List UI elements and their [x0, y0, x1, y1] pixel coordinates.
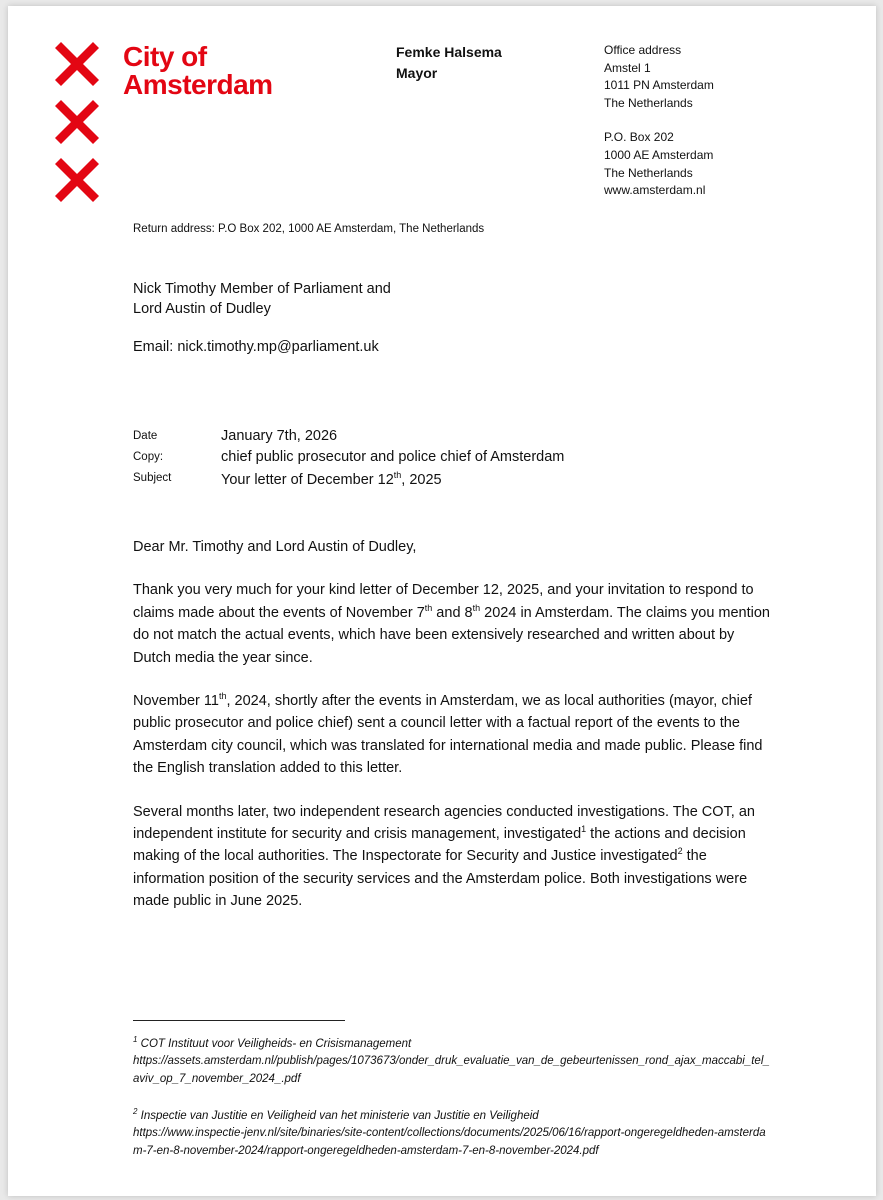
office-street: Amstel 1	[604, 60, 651, 75]
logo-line-amsterdam: Amsterdam	[123, 69, 273, 100]
paragraph-3-text-c: the information position of the security services and the Amsterdam police. Both investigations were made public in June 2025.	[133, 848, 748, 910]
office-country: The Netherlands	[604, 95, 693, 110]
ordinal-sup: th	[424, 602, 433, 613]
paragraph-2-text-b: , 2024, shortly after the events in Amsterdam, we as local authorities (mayor, chief public prosecutor and police chief) sent a council letter with a factual report of the events to the Amsterdam city council, which was translated for international media and made public. Please find the English translation added to this letter.	[133, 693, 763, 777]
copy-value: chief public prosecutor and police chief of Amsterdam	[221, 449, 565, 465]
sender-name: Femke Halsema	[396, 44, 502, 60]
paragraph-2-text-a: November 11	[133, 693, 219, 710]
subject-label: Subject	[133, 472, 172, 484]
paragraph-2	[133, 690, 773, 780]
ordinal-sup: th	[218, 691, 227, 702]
sender-title: Mayor	[396, 65, 438, 81]
letter-page	[8, 6, 876, 1196]
paragraph-1-text-a: Thank you very much for your kind letter of December 12, 2025, and your invitation to respond to claims made about the events of November 7	[133, 582, 754, 621]
logo-line-city-of: City of	[123, 41, 207, 72]
office-heading: Office address	[604, 43, 682, 57]
paragraph-3	[133, 801, 773, 913]
date-value: January 7th, 2026	[221, 428, 338, 444]
footnote-2-number: 2	[133, 1107, 138, 1117]
office-postcode-city: 1011 PN Amsterdam	[604, 78, 714, 93]
footnote-1-number: 1	[133, 1035, 138, 1044]
footnote-divider	[133, 1020, 345, 1021]
addressee-line-1: Nick Timothy Member of Parliament and	[133, 281, 391, 297]
saint-andrew-cross-icon	[53, 40, 101, 88]
return-address: Return address: P.O Box 202, 1000 AE Amsterdam, The Netherlands	[133, 223, 485, 235]
addressee-block	[133, 279, 391, 357]
addressee-line-2: Lord Austin of Dudley	[133, 301, 271, 317]
paragraph-1	[133, 579, 773, 669]
copy-label: Copy:	[133, 451, 164, 463]
subject-ordinal: th	[393, 470, 402, 480]
sender-block	[396, 42, 502, 84]
footnote-1-url[interactable]: https://assets.amsterdam.nl/publish/pages/1073673/onder_druk_evaluatie_van_de_gebeurtenissen_rond_ajax_maccabi_tel_aviv_op_7_november_2024_.pdf	[133, 1055, 770, 1085]
subject-value	[221, 470, 442, 488]
footnote-ref-2[interactable]: 2	[677, 846, 683, 857]
ordinal-sup: th	[472, 602, 481, 613]
paragraph-1-text-c: 2024 in Amsterdam. The claims you mention do not match the actual events, which have been extensively researched and written about by Dutch media the year since.	[133, 604, 770, 666]
logo-wordmark	[123, 43, 273, 99]
footnote-2	[133, 1103, 773, 1160]
website-link[interactable]: www.amsterdam.nl	[604, 183, 706, 198]
saint-andrew-cross-icon	[53, 98, 101, 146]
footnote-2-title: Inspectie van Justitie en Veiligheid van het ministerie van Justitie en Veiligheid	[137, 1109, 539, 1122]
city-of-amsterdam-logo	[53, 40, 313, 210]
subject-year: , 2025	[401, 471, 442, 488]
date-label: Date	[133, 430, 158, 442]
footnotes	[133, 1031, 773, 1175]
po-postcode-city: 1000 AE Amsterdam	[604, 147, 714, 162]
paragraph-1-text-b: and 8	[432, 604, 473, 621]
addressee-email: Email: nick.timothy.mp@parliament.uk	[133, 339, 379, 355]
paragraph-3-text-a: Several months later, two independent research agencies conducted investigations. The COT, an independent institute for security and crisis management, investigated	[133, 803, 755, 843]
po-country: The Netherlands	[604, 165, 693, 180]
subject-text: Your letter of December 12	[221, 471, 394, 488]
footnote-2-url[interactable]: https://www.inspectie-jenv.nl/site/binaries/site-content/collections/documents/2025/06/16/rapport-ongeregeldheden-amsterdam-7-en-8-november-2024/rapport-ongeregeldheden-amsterdam-7-en-8-november-2024.pdf	[133, 1127, 766, 1157]
letter-body	[133, 536, 773, 934]
paragraph-3-text-b: the actions and decision making of the local authorities. The Inspectorate for Security and Justice investigated	[133, 826, 746, 865]
footnote-ref-1[interactable]: 1	[581, 824, 587, 835]
office-address-block	[604, 42, 714, 200]
po-box: P.O. Box 202	[604, 130, 674, 145]
footnote-1-title: COT Instituut voor Veiligheids- en Crisismanagement	[137, 1037, 412, 1050]
footnote-1	[133, 1031, 773, 1088]
salutation: Dear Mr. Timothy and Lord Austin of Dudley,	[133, 539, 417, 555]
saint-andrew-cross-icon	[53, 156, 101, 204]
